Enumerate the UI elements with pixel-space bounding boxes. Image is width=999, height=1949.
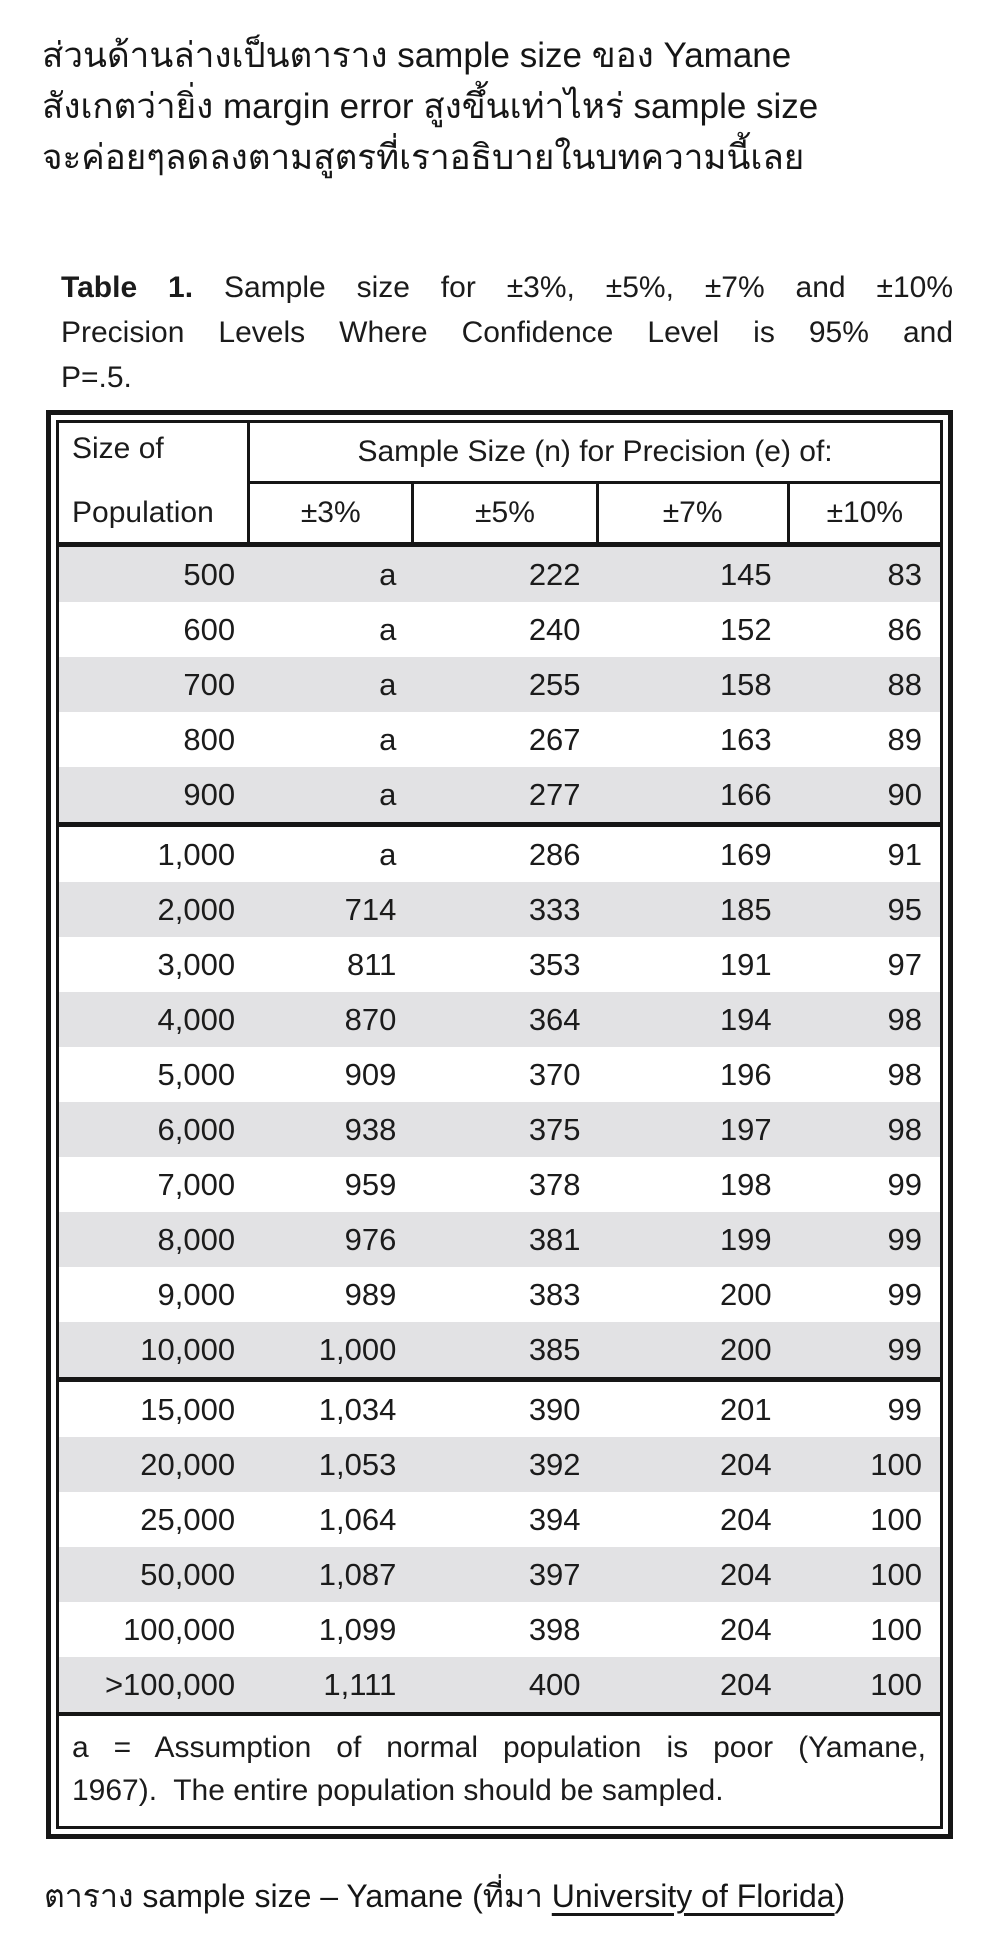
table-title <box>61 265 953 400</box>
intro-paragraph <box>42 30 979 183</box>
sample-size-cell: 100 <box>870 1611 922 1647</box>
table-footnote <box>59 1712 940 1826</box>
sample-size-cell: 204 <box>719 1611 772 1647</box>
sample-size-cell: 158 <box>719 666 772 702</box>
table-row <box>59 657 940 712</box>
sample-size-cell: 397 <box>528 1556 581 1592</box>
table-row <box>59 1547 940 1602</box>
sample-size-cell: 145 <box>719 556 772 592</box>
population-cell: 50,000 <box>140 1556 236 1592</box>
sample-size-cell: 989 <box>344 1276 397 1312</box>
sample-size-cell: 169 <box>719 836 772 872</box>
sample-size-cell: 1,000 <box>318 1331 397 1367</box>
sample-size-cell: 199 <box>719 1221 772 1257</box>
population-cell: 600 <box>183 611 236 647</box>
sample-size-cell: 333 <box>528 891 581 927</box>
table-title-line-1 <box>61 265 953 310</box>
table-row <box>59 712 940 767</box>
table-row <box>59 1102 940 1157</box>
sample-size-cell: 277 <box>528 776 581 812</box>
header-cell-sample-size-span: Sample Size (n) for Precision (e) of: <box>250 423 940 484</box>
table-group <box>59 1377 940 1712</box>
table-row <box>59 1657 940 1712</box>
population-cell: 10,000 <box>140 1331 236 1367</box>
table-row <box>59 547 940 602</box>
caption <box>44 1871 999 1922</box>
population-cell: 100,000 <box>123 1611 236 1647</box>
population-header-line-1: Size of <box>72 432 164 465</box>
sample-size-cell: 152 <box>719 611 772 647</box>
population-cell: 20,000 <box>140 1446 236 1482</box>
sample-size-cell: 86 <box>887 611 922 647</box>
population-cell: 3,000 <box>157 946 236 982</box>
sample-size-cell: 811 <box>346 946 397 982</box>
table-row <box>59 1047 940 1102</box>
sample-size-table <box>46 410 953 1839</box>
sample-size-cell: 100 <box>870 1556 922 1592</box>
sample-size-cell: 200 <box>719 1331 772 1367</box>
sample-size-cell: 222 <box>528 556 581 592</box>
sample-size-cell: 97 <box>887 946 922 982</box>
sample-size-cell: 99 <box>887 1221 922 1257</box>
table-row <box>59 767 940 822</box>
table-row <box>59 1322 940 1377</box>
sample-size-cell: 240 <box>528 611 581 647</box>
caption-suffix: ) <box>834 1878 846 1914</box>
sample-size-cell: 88 <box>887 666 922 702</box>
source-link[interactable]: University of Florida <box>551 1878 835 1914</box>
table-title-line-2: Precision Levels Where Confidence Level is 95% and <box>61 316 953 349</box>
population-cell: 15,000 <box>140 1391 236 1427</box>
sample-size-cell: a <box>379 721 397 757</box>
population-cell: 7,000 <box>157 1166 236 1202</box>
sample-size-cell: 370 <box>528 1056 581 1092</box>
sample-size-cell: 194 <box>719 1001 772 1037</box>
header-cell-precision-7: ±7% <box>599 484 790 542</box>
sample-size-cell: 378 <box>528 1166 581 1202</box>
table-row <box>59 602 940 657</box>
table-row <box>59 1437 940 1492</box>
sample-size-cell: 870 <box>344 1001 397 1037</box>
sample-size-cell: 204 <box>719 1446 772 1482</box>
sample-size-cell: 1,064 <box>318 1501 397 1537</box>
table-row <box>59 1492 940 1547</box>
population-cell: 2,000 <box>157 891 236 927</box>
caption-prefix: ตาราง sample size – Yamane (ที่มา <box>44 1878 552 1914</box>
sample-size-cell: 385 <box>528 1331 581 1367</box>
table-row <box>59 937 940 992</box>
sample-size-cell: 89 <box>887 721 922 757</box>
sample-size-cell: a <box>379 776 397 812</box>
population-header-line-2: Population <box>72 496 214 529</box>
header-cell-precision-3: ±3% <box>250 484 414 542</box>
sample-size-cell: 201 <box>719 1391 772 1427</box>
sample-size-table-frame <box>56 420 943 1829</box>
sample-size-cell: 394 <box>528 1501 581 1537</box>
table-title-line-3: P=.5. <box>61 361 132 394</box>
sample-size-cell: 90 <box>887 776 922 812</box>
sample-size-cell: a <box>379 611 397 647</box>
population-cell: >100,000 <box>104 1666 236 1702</box>
sample-size-cell: 98 <box>887 1111 922 1147</box>
sample-size-cell: 383 <box>528 1276 581 1312</box>
sample-size-cell: 959 <box>344 1166 397 1202</box>
population-cell: 5,000 <box>157 1056 236 1092</box>
table-row <box>59 882 940 937</box>
sample-size-cell: 200 <box>719 1276 772 1312</box>
sample-size-cell: 204 <box>719 1501 772 1537</box>
sample-size-cell: 938 <box>344 1111 397 1147</box>
population-cell: 1,000 <box>157 836 236 872</box>
footnote-line-1: a = Assumption of normal population is poor (Yamane, <box>72 1731 926 1764</box>
population-cell: 6,000 <box>157 1111 236 1147</box>
sample-size-cell: 91 <box>887 836 922 872</box>
population-cell: 900 <box>183 776 236 812</box>
population-cell: 700 <box>183 666 236 702</box>
sample-size-cell: 390 <box>528 1391 581 1427</box>
intro-line-1: ส่วนด้านล่างเป็นตาราง sample size ของ Yamane <box>42 36 792 75</box>
table-group <box>59 547 940 822</box>
sample-size-cell: 198 <box>719 1166 772 1202</box>
sample-size-cell: 204 <box>719 1556 772 1592</box>
sample-size-cell: a <box>379 836 397 872</box>
intro-line-3: จะค่อยๆลดลงตามสูตรที่เราอธิบายในบทความนี้เลย <box>42 138 805 177</box>
population-cell: 8,000 <box>157 1221 236 1257</box>
table-group <box>59 822 940 1377</box>
sample-size-cell: 381 <box>528 1221 581 1257</box>
sample-size-cell: 99 <box>887 1331 922 1367</box>
sample-size-cell: 83 <box>887 556 922 592</box>
sample-size-cell: 714 <box>344 891 397 927</box>
table-row <box>59 1212 940 1267</box>
sample-size-cell: 1,099 <box>318 1611 397 1647</box>
sample-size-cell: 204 <box>719 1666 772 1702</box>
sample-size-cell: 267 <box>528 721 581 757</box>
sample-size-cell: a <box>379 556 397 592</box>
sample-size-cell: 197 <box>719 1111 772 1147</box>
sample-size-cell: 99 <box>887 1276 922 1312</box>
sample-size-cell: 185 <box>719 891 772 927</box>
sample-size-cell: 100 <box>870 1446 922 1482</box>
table-header <box>59 423 940 547</box>
sample-size-cell: 1,111 <box>323 1666 397 1702</box>
sample-size-cell: 163 <box>719 721 772 757</box>
population-cell: 9,000 <box>157 1276 236 1312</box>
sample-size-cell: 976 <box>344 1221 397 1257</box>
sample-size-cell: 166 <box>719 776 772 812</box>
table-row <box>59 827 940 882</box>
sample-size-cell: 1,087 <box>318 1556 397 1592</box>
table-number-label: Table 1. <box>61 271 194 304</box>
table-row <box>59 1267 940 1322</box>
sample-size-cell: 98 <box>887 1001 922 1037</box>
population-cell: 4,000 <box>157 1001 236 1037</box>
sample-size-cell: 255 <box>528 666 581 702</box>
table-row <box>59 992 940 1047</box>
sample-size-cell: 99 <box>887 1166 922 1202</box>
sample-size-cell: 100 <box>870 1501 922 1537</box>
sample-size-cell: 909 <box>344 1056 397 1092</box>
header-cell-population <box>59 423 250 542</box>
sample-size-cell: 196 <box>719 1056 772 1092</box>
population-cell: 800 <box>183 721 236 757</box>
sample-size-cell: 191 <box>719 946 772 982</box>
population-cell: 25,000 <box>140 1501 236 1537</box>
header-cell-precision-5: ±5% <box>414 484 598 542</box>
sample-size-cell: 95 <box>887 891 922 927</box>
sample-size-cell: 1,053 <box>318 1446 397 1482</box>
sample-size-cell: 99 <box>887 1391 922 1427</box>
header-cell-precision-10: ±10% <box>826 496 904 529</box>
sample-size-cell: 364 <box>528 1001 581 1037</box>
sample-size-cell: 286 <box>528 836 581 872</box>
sample-size-cell: 98 <box>887 1056 922 1092</box>
table-row <box>59 1157 940 1212</box>
table-row <box>59 1382 940 1437</box>
table-title-line-1-text: Sample size for ±3%, ±5%, ±7% and ±10% <box>223 271 953 304</box>
sample-size-cell: 1,034 <box>318 1391 397 1427</box>
sample-size-cell: 392 <box>528 1446 581 1482</box>
population-cell: 500 <box>183 556 236 592</box>
table-row <box>59 1602 940 1657</box>
sample-size-cell: 400 <box>528 1666 581 1702</box>
intro-line-2: สังเกตว่ายิ่ง margin error สูงขึ้นเท่าไหร่ sample size <box>42 87 819 126</box>
footnote-line-2: 1967). The entire population should be sampled. <box>72 1774 724 1807</box>
sample-size-cell: 398 <box>528 1611 581 1647</box>
table-body <box>59 547 940 1712</box>
sample-size-cell: 375 <box>528 1111 581 1147</box>
sample-size-cell: 353 <box>528 946 581 982</box>
sample-size-cell: a <box>379 666 397 702</box>
sample-size-cell: 100 <box>870 1666 922 1702</box>
